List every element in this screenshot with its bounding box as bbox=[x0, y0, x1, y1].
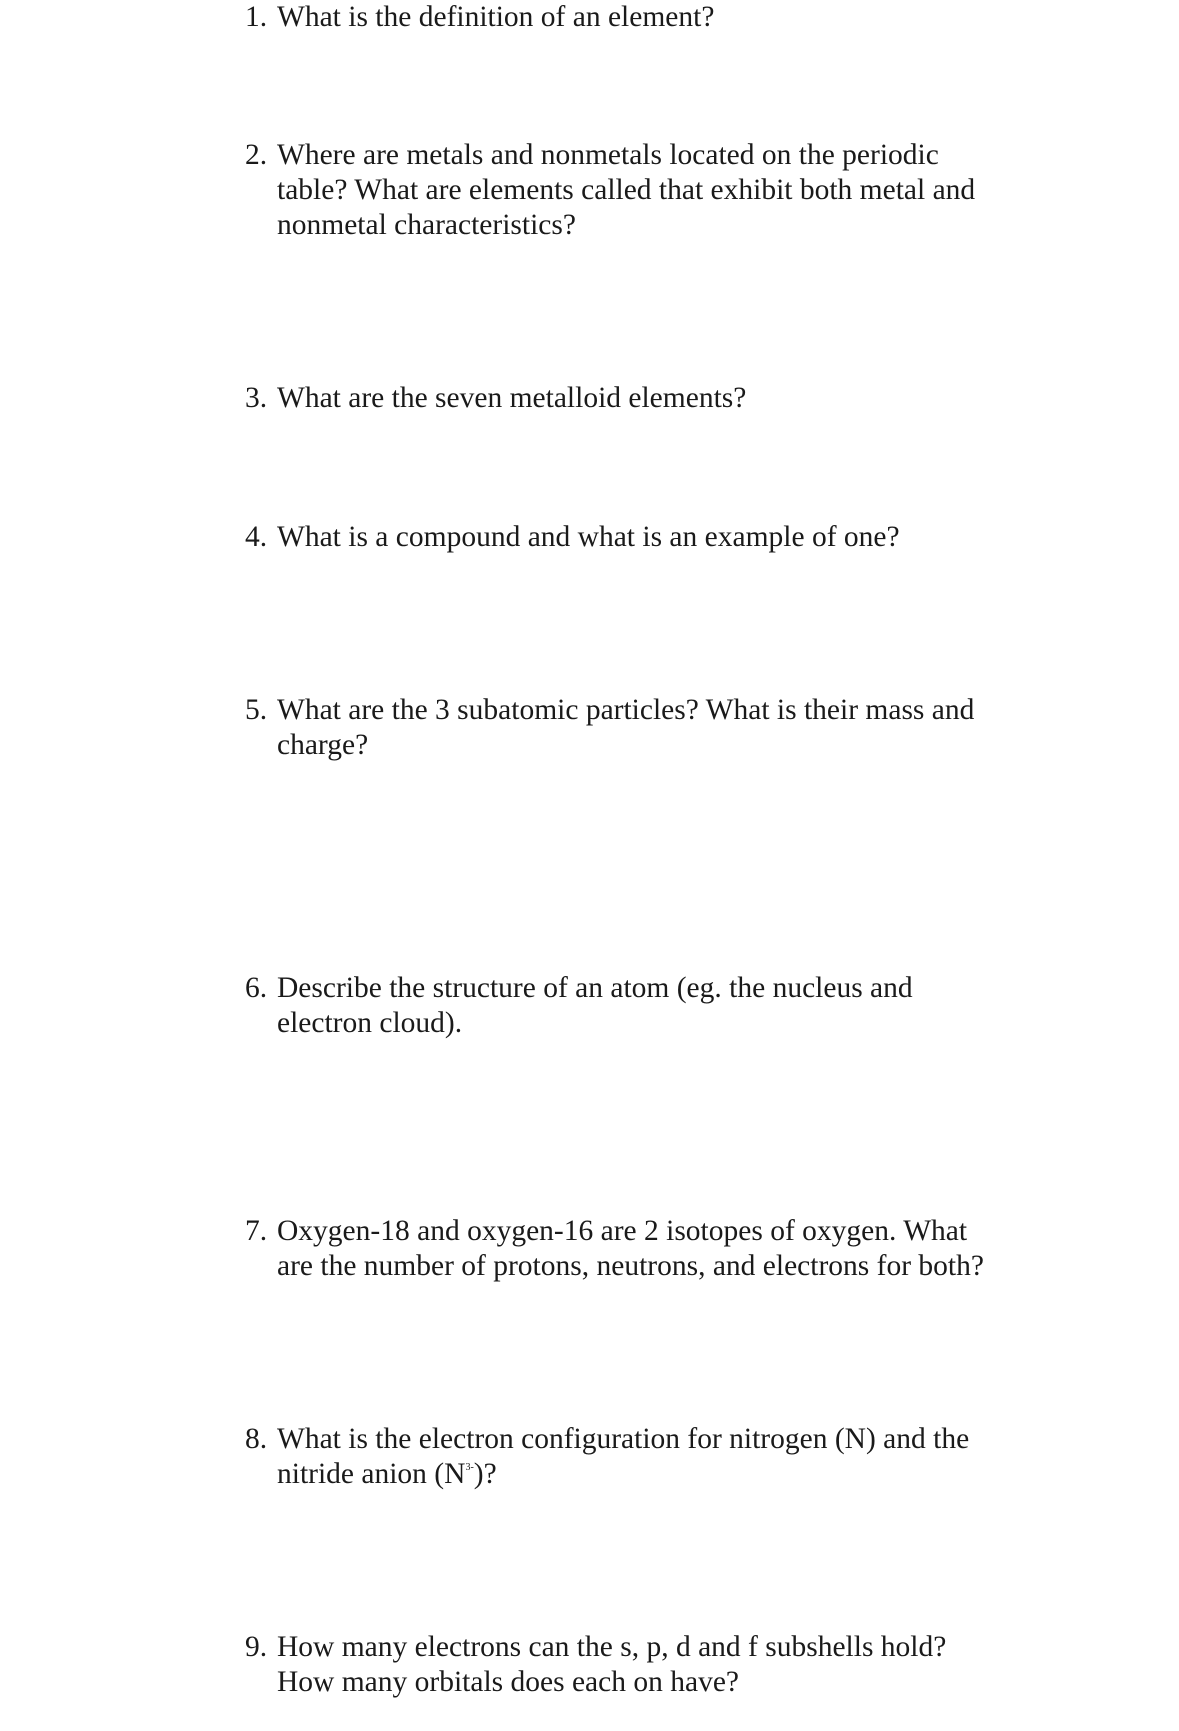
question-text bbox=[277, 1214, 1065, 1284]
question-line: What is the electron configuration for nitrogen (N) and the bbox=[277, 1423, 970, 1455]
question-6 bbox=[245, 971, 1065, 1041]
question-number: 7. bbox=[245, 1215, 268, 1247]
question-text bbox=[277, 1422, 1065, 1492]
question-line: are the number of protons, neutrons, and electrons for both? bbox=[277, 1250, 984, 1282]
question-line: What are the seven metalloid elements? bbox=[277, 382, 747, 414]
question-line-with-ion bbox=[277, 1457, 1065, 1492]
question-line: Where are metals and nonmetals located on the periodic bbox=[277, 139, 939, 171]
question-line: Oxygen-18 and oxygen-16 are 2 isotopes of oxygen. What bbox=[277, 1215, 968, 1247]
question-number: 4. bbox=[245, 521, 268, 553]
question-number: 2. bbox=[245, 139, 268, 171]
question-8 bbox=[245, 1422, 1065, 1492]
question-line: How many orbitals does each on have? bbox=[277, 1666, 740, 1698]
question-number: 8. bbox=[245, 1423, 268, 1455]
question-number: 1. bbox=[245, 1, 268, 33]
question-line: charge? bbox=[277, 729, 369, 761]
question-line: table? What are elements called that exhibit both metal and bbox=[277, 174, 976, 206]
question-5 bbox=[245, 693, 1065, 763]
question-text bbox=[277, 520, 1065, 555]
question-text bbox=[277, 1630, 1065, 1700]
question-number: 3. bbox=[245, 382, 268, 414]
question-line: electron cloud). bbox=[277, 1007, 463, 1039]
question-number: 9. bbox=[245, 1631, 268, 1663]
question-3 bbox=[245, 381, 1065, 416]
question-4 bbox=[245, 520, 1065, 555]
question-line: How many electrons can the s, p, d and f subshells hold? bbox=[277, 1631, 947, 1663]
question-line: What are the 3 subatomic particles? What is their mass and bbox=[277, 694, 975, 726]
ion-suffix: )? bbox=[473, 1458, 497, 1490]
ion-charge-superscript: 3- bbox=[465, 1462, 474, 1473]
question-text bbox=[277, 138, 1065, 243]
question-text bbox=[277, 971, 1065, 1041]
ion-prefix: nitride anion (N bbox=[277, 1458, 466, 1490]
question-1 bbox=[245, 0, 1065, 35]
question-7 bbox=[245, 1214, 1065, 1284]
question-text bbox=[277, 0, 1065, 35]
question-number: 6. bbox=[245, 972, 268, 1004]
question-9 bbox=[245, 1630, 1065, 1700]
question-text bbox=[277, 693, 1065, 763]
question-line: nonmetal characteristics? bbox=[277, 209, 576, 241]
question-line: What is the definition of an element? bbox=[277, 1, 715, 33]
question-2 bbox=[245, 138, 1065, 243]
question-line: Describe the structure of an atom (eg. the nucleus and bbox=[277, 972, 913, 1004]
question-number: 5. bbox=[245, 694, 268, 726]
question-text bbox=[277, 381, 1065, 416]
question-line: What is a compound and what is an example of one? bbox=[277, 521, 900, 553]
